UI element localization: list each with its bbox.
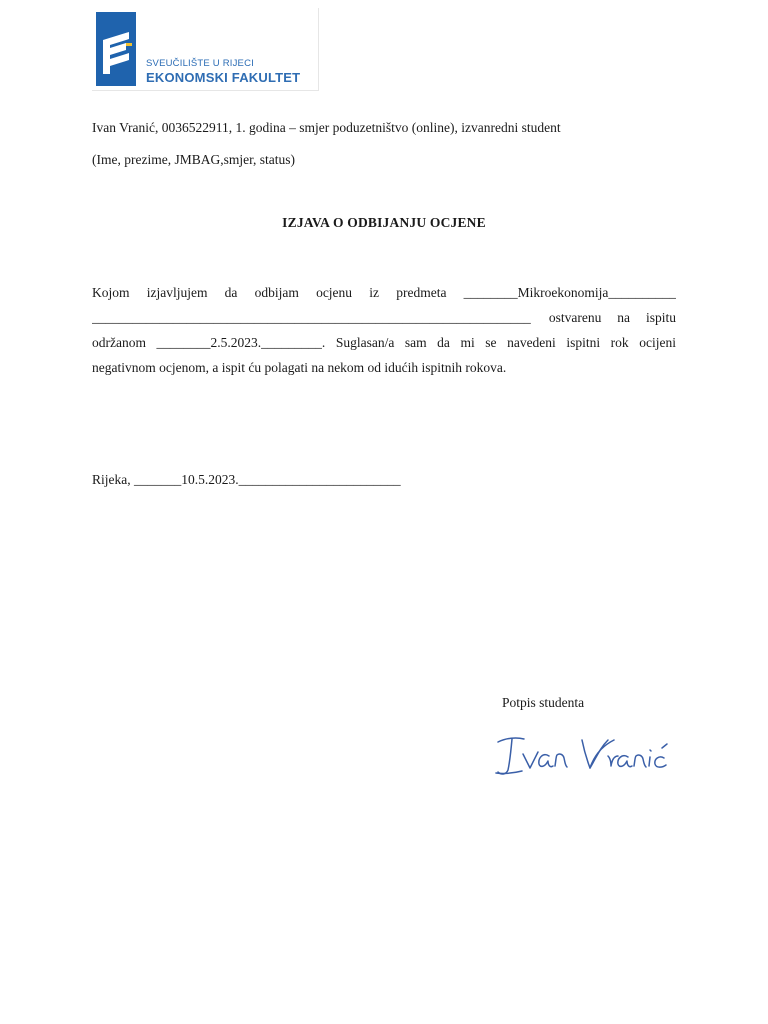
body-word: ispitu <box>645 310 676 325</box>
body-line-4: negativnom ocjenom, a ispit ću polagati na nekom od idućih ispitnih rokova. <box>92 360 507 375</box>
student-info-line: Ivan Vranić, 0036522911, 1. godina – smjer poduzetništvo (online), izvanredni student <box>92 120 561 135</box>
exam-date-field: ________2.5.2023._________. <box>156 335 326 350</box>
body-word: na <box>617 310 631 325</box>
logo-university-text: SVEUČILIŠTE U RIJECI <box>146 58 254 69</box>
body-word: da <box>224 285 238 300</box>
logo-mark-icon <box>96 12 136 86</box>
blank-line: _________________________________________________________________ <box>92 310 531 325</box>
body-word: ostvarenu <box>548 310 602 325</box>
body-word: iz <box>369 285 380 300</box>
body-word: ispitni <box>566 335 601 350</box>
faculty-logo <box>92 8 319 91</box>
signature-label: Potpis studenta <box>502 695 585 710</box>
place-date-line: Rijeka, _______10.5.2023.________________________ <box>92 472 401 487</box>
body-word: mi <box>460 335 475 350</box>
body-word: da <box>437 335 450 350</box>
body-word: se <box>485 335 497 350</box>
body-line-1 <box>92 285 676 301</box>
subject-field: ________Mikroekonomija__________ <box>463 285 676 300</box>
body-word: Kojom <box>92 285 130 300</box>
body-word: ocijeni <box>639 335 676 350</box>
student-info-caption: (Ime, prezime, JMBAG,smjer, status) <box>92 152 296 167</box>
logo-faculty-text: EKONOMSKI FAKULTET <box>146 70 301 85</box>
handwritten-signature <box>490 728 680 788</box>
body-word: odbijam <box>254 285 299 300</box>
body-word: navedeni <box>507 335 556 350</box>
body-line-3 <box>92 335 676 351</box>
document-title: IZJAVA O ODBIJANJU OCJENE <box>282 215 486 230</box>
body-word: održanom <box>92 335 146 350</box>
body-line-2 <box>92 310 676 326</box>
body-word: Suglasan/a <box>335 335 395 350</box>
body-word: predmeta <box>396 285 447 300</box>
body-word: izjavljujem <box>146 285 208 300</box>
body-word: sam <box>404 335 427 350</box>
body-word: rok <box>610 335 629 350</box>
body-word: ocjenu <box>316 285 353 300</box>
